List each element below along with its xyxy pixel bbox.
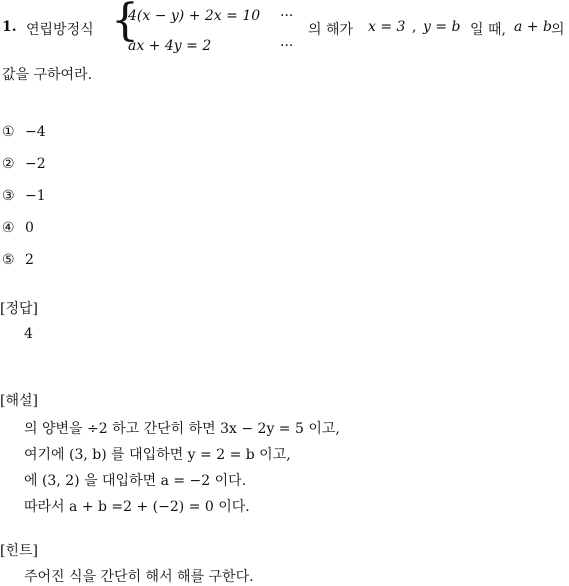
system-brace: { xyxy=(111,0,139,46)
explanation-line: 에 (3, 2) 을 대입하면 a = −2 이다. xyxy=(24,473,247,489)
equation-2: ax + 4y = 2 xyxy=(128,38,212,54)
choice-5[interactable] xyxy=(2,252,34,268)
answer-value: 4 xyxy=(24,326,33,342)
choice-value: 2 xyxy=(25,252,34,268)
equation-1-dots: ··· xyxy=(280,8,294,24)
condition-y: y = b xyxy=(423,19,461,35)
question-number: 1. xyxy=(2,19,17,35)
choice-mark: ① xyxy=(2,124,15,140)
question-suffix-b: 일 때, xyxy=(470,22,506,38)
target-expression: a + b xyxy=(514,19,552,35)
choice-2[interactable] xyxy=(2,156,46,172)
choice-mark: ⑤ xyxy=(2,252,15,268)
choice-mark: ③ xyxy=(2,188,15,204)
explanation-line: 의 양변을 ÷2 하고 간단히 하면 3x − 2y = 5 이고, xyxy=(24,421,340,437)
question-suffix-c: 의 xyxy=(551,22,565,38)
equation-1: 4(x − y) + 2x = 10 xyxy=(128,8,261,24)
explanation-line: 여기에 (3, b) 를 대입하면 y = 2 = b 이고, xyxy=(24,447,291,463)
choice-value: −2 xyxy=(25,156,46,172)
equation-2-dots: ··· xyxy=(280,38,294,54)
question-suffix-a: 의 해가 xyxy=(308,22,354,38)
explanation-line: 따라서 a + b =2 + (−2) = 0 이다. xyxy=(24,499,250,515)
choice-mark: ④ xyxy=(2,220,15,236)
choice-value: −1 xyxy=(25,188,46,204)
hint-text: 주어진 식을 간단히 해서 해를 구한다. xyxy=(24,569,254,585)
condition-x: x = 3 xyxy=(368,19,406,35)
question-prefix: 연립방정식 xyxy=(26,22,94,38)
choice-mark: ② xyxy=(2,156,15,172)
choice-value: −4 xyxy=(25,124,46,140)
choice-4[interactable] xyxy=(2,220,34,236)
hint-label: [힌트] xyxy=(0,543,38,559)
choice-value: 0 xyxy=(25,220,34,236)
answer-label: [정답] xyxy=(0,301,38,317)
condition-comma: , xyxy=(412,19,417,35)
explanation-label: [해설] xyxy=(0,393,38,409)
choice-1[interactable] xyxy=(2,124,46,140)
question-line-2: 값을 구하여라. xyxy=(2,67,93,83)
choice-3[interactable] xyxy=(2,188,46,204)
